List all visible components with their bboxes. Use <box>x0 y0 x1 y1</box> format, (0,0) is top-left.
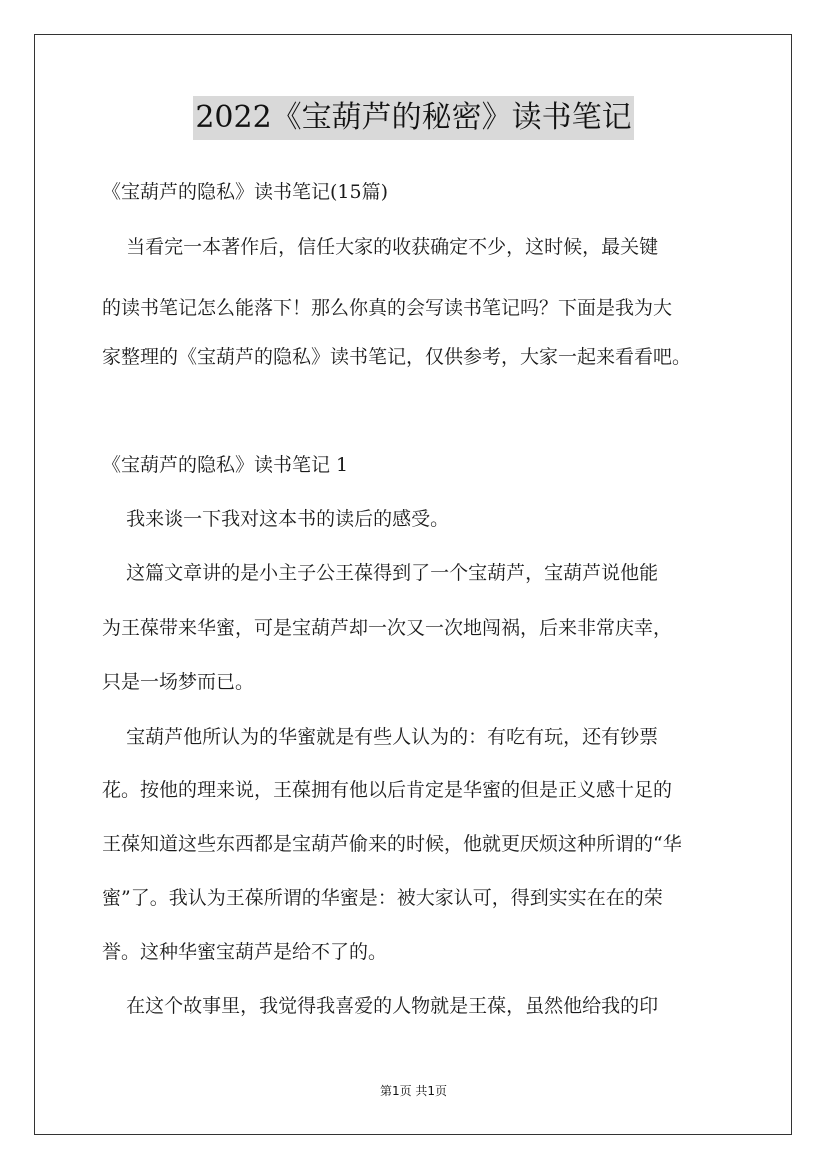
body-line: 蜜”了。我认为王葆所谓的华蜜是：被大家认可，得到实实在在的荣 <box>102 887 663 909</box>
intro-line: 当看完一本著作后，信任大家的收获确定不少，这时候，最关键 <box>102 236 659 258</box>
subtitle: 《宝葫芦的隐私》读书笔记(15篇) <box>102 181 389 203</box>
intro-line: 家整理的《宝葫芦的隐私》读书笔记，仅供参考，大家一起来看看吧。 <box>102 346 692 368</box>
body-line: 为王葆带来华蜜，可是宝葫芦却一次又一次地闯祸，后来非常庆幸， <box>102 617 673 639</box>
section-heading: 《宝葫芦的隐私》读书笔记 1 <box>102 454 349 476</box>
title-container <box>0 96 827 140</box>
intro-line: 的读书笔记怎么能落下！那么你真的会写读书笔记吗？下面是我为大 <box>102 297 673 319</box>
body-line: 在这个故事里，我觉得我喜爱的人物就是王葆，虽然他给我的印 <box>102 995 659 1017</box>
body-line: 我来谈一下我对这本书的读后的感受。 <box>102 508 450 530</box>
page-footer: 第1页 共1页 <box>379 1084 448 1098</box>
body-line: 只是一场梦而已。 <box>102 671 255 693</box>
body-line: 这篇文章讲的是小主子公王葆得到了一个宝葫芦，宝葫芦说他能 <box>102 562 659 584</box>
document-title: 2022《宝葫芦的秘密》读书笔记 <box>193 96 633 140</box>
body-line: 宝葫芦他所认为的华蜜就是有些人认为的：有吃有玩，还有钞票 <box>102 726 659 748</box>
body-line: 花。按他的理来说，王葆拥有他以后肯定是华蜜的但是正义感十足的 <box>102 779 673 801</box>
body-line: 誉。这种华蜜宝葫芦是给不了的。 <box>102 941 388 963</box>
body-line: 王葆知道这些东西都是宝葫芦偷来的时候，他就更厌烦这种所谓的“华 <box>102 833 682 855</box>
